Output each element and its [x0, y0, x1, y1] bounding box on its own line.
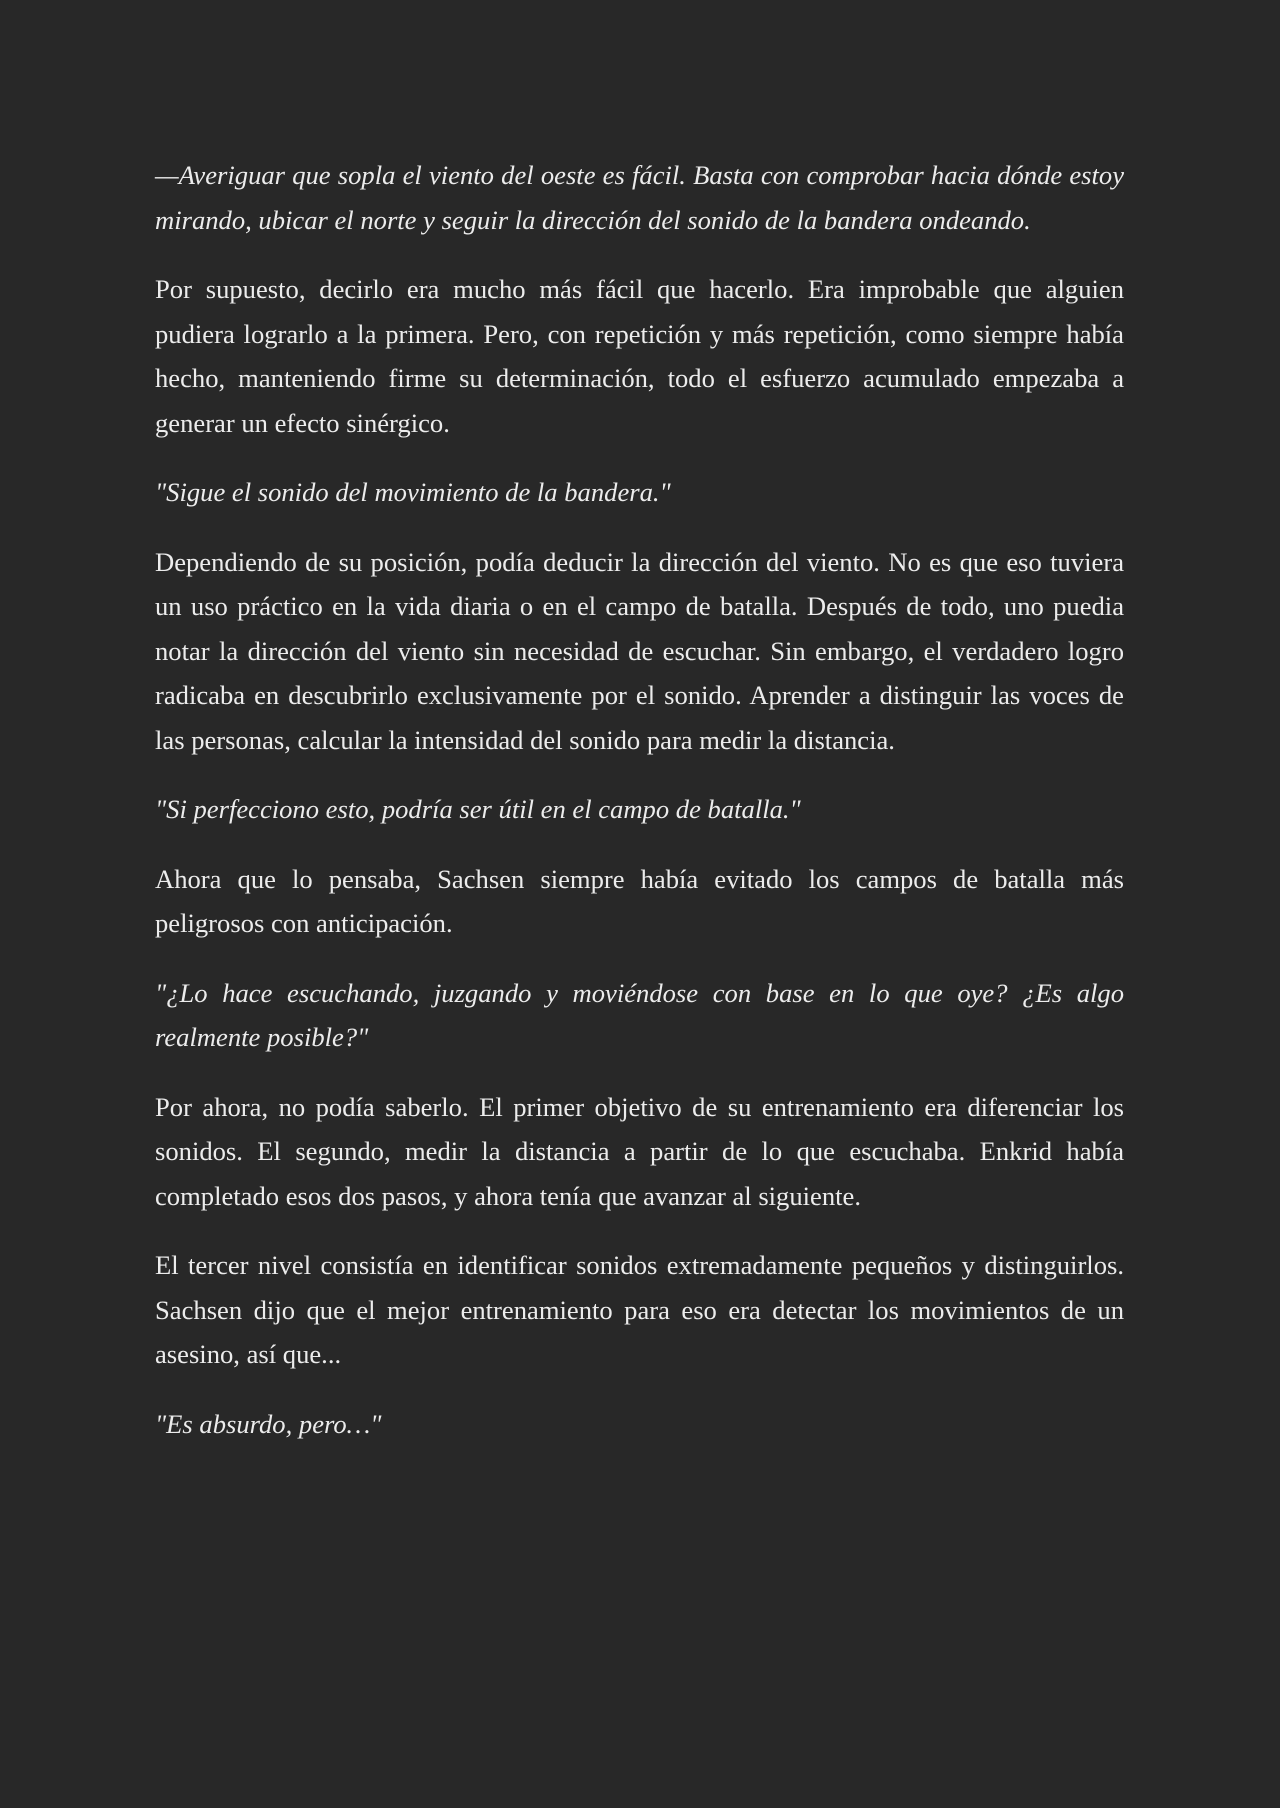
thought-paragraph: "Si perfecciono esto, podría ser útil en el campo de batalla.": [155, 794, 801, 824]
dialogue-paragraph: —Averiguar que sopla el viento del oeste es fácil. Basta con comprobar hacia dónde estoy mirando, ubicar el norte y seguir la dirección del sonido de la bandera ondeando.: [155, 160, 1124, 235]
thought-paragraph: "Sigue el sonido del movimiento de la bandera.": [155, 477, 671, 507]
narration-paragraph: Por ahora, no podía saberlo. El primer objetivo de su entrenamiento era diferenciar los sonidos. El segundo, medir la distancia a partir de lo que escuchaba. Enkrid había completado esos dos pasos, y ahora tenía que avanzar al siguiente.: [155, 1091, 1124, 1211]
thought-paragraph: "Es absurdo, pero…": [155, 1408, 382, 1439]
narration-paragraph: El tercer nivel consistía en identificar sonidos extremadamente pequeños y distinguirlos. Sachsen dijo que el mejor entrenamiento para eso era detectar los movimientos de un asesino, así que...: [155, 1250, 1124, 1369]
thought-paragraph: "¿Lo hace escuchando, juzgando y moviéndose con base en lo que oye? ¿Es algo realmente posible?": [155, 977, 1124, 1052]
narration-paragraph: Por supuesto, decirlo era mucho más fácil que hacerlo. Era improbable que alguien pudiera lograrlo a la primera. Pero, con repetición y más repetición, como siempre había hecho, manteniendo firme su determinación, todo el esfuerzo acumulado empezaba a generar un efecto sinérgico.: [155, 274, 1124, 438]
narration-paragraph: Ahora que lo pensaba, Sachsen siempre había evitado los campos de batalla más peligrosos con anticipación.: [155, 863, 1124, 938]
narration-paragraph: Dependiendo de su posición, podía deducir la dirección del viento. No es que eso tuviera un uso práctico en la vida diaria o en el campo de batalla. Después de todo, uno puedia notar la dirección del viento sin necesidad de escuchar. Sin embargo, el verdadero logro radicaba en descubrirlo exclusivamente por el sonido. Aprender a distinguir las voces de las personas, calcular la intensidad del sonido para medir la distancia.: [155, 546, 1124, 755]
